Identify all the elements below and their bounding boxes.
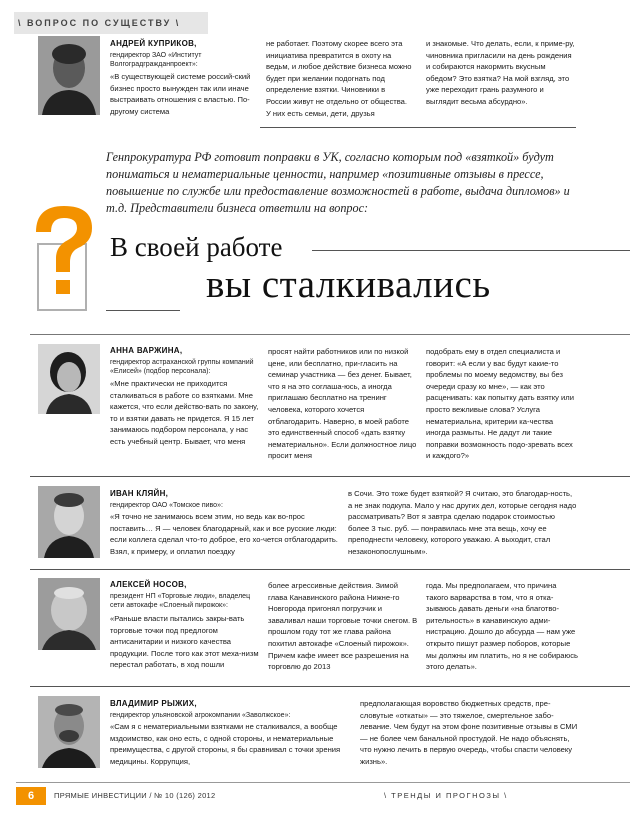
section-rule — [30, 334, 630, 335]
headline-line2: вы сталкивались — [206, 263, 491, 306]
section-name: \ ТРЕНДЫ И ПРОГНОЗЫ \ — [384, 791, 508, 800]
kuprikov-col3: и знакомые. Что делать, если, к приме-ру, чиновника пригласили на день рождения и собираются накормить вкусным обедом? Это взятка? На мой взгляд, это уже переходит грань разумного и выглядит весьма абсурдно». — [426, 39, 575, 106]
ryzhikh-col3: предполагающая воровство бюджетных средств, пре-словутые «откаты» — это тяжелое, смертельное забо-левание. Чем будут на этом фоне позитивные отзывы в СМИ — не более чем банальной простудой. Не надо объяснять, что нужно лечить в первую очередь, чтобы спасти человеку жизнь». — [360, 699, 578, 766]
lead-paragraph: Генпрокуратура РФ готовит поправки в УК, согласно которым под «взяткой» будут пониматься и нематериальные ценности, например «позитивные отзывы в прессе, повышение по службе или предоставление возможностей в работе, выдача дипломов» и т.д. Представители бизнеса ответили на вопрос: — [106, 150, 570, 215]
kuprikov-photo — [38, 36, 100, 115]
klyain-col3: в Сочи. Это тоже будет взяткой? Я считаю, это благодар-ность, а не знак подкупа. Мало у нас других дел, которые сегодня надо рассматривать? Вот я завтра сделаю подарок стоимостью более 3 тыс. руб. — понравилась мне эта вещь, хочу ее преподнести человеку, которого уважаю. А выходит, стал незаконопослушным». — [348, 489, 577, 556]
klyain-name: ИВАН КЛЯЙН, — [110, 489, 169, 498]
rubric-label: \ ВОПРОС ПО СУЩЕСТВУ \ — [14, 12, 208, 34]
kuprikov-col2: не работает. Поэтому скорее всего эта инициатива превратится в охоту на ведьм, и любое действие бизнеса можно будет при желании подогнать под определение взятки. Чиновники в России живут не отдельно от общества. У них есть семьи, дети, друзья — [266, 39, 412, 118]
varzhina-name: АННА ВАРЖИНА, — [110, 346, 183, 355]
question-mark-icon — [30, 204, 102, 314]
varzhina-col3: подобрать ему в отдел специалиста и говорит: «А если у вас будут какие-то проблемы по моему ведомству, вы без очереди сразу ко мне», — как это расценивать: как попытку дать взятку или просто вежливые слова? Услуга нематериальна, критерии ка-чества иногда размыты. Не дадут ли такие поправки возможность подо-зревать всех и каждого?» — [426, 347, 574, 461]
kuprikov-name: АНДРЕЙ КУПРИКОВ, — [110, 39, 197, 48]
headline-rule-left — [106, 310, 180, 311]
ryzhikh-col1: «Сам я с нематериальными взятками не сталкивался, а вообще мздоимство, как оно есть, с одной стороны, и нематериальные преимущества, с другой стороны, я бы сравнивал с точки зрения медицины. Коррупция, — [110, 722, 341, 766]
headline-line1: В своей работе — [110, 232, 283, 262]
nosov-photo — [38, 578, 100, 650]
varzhina-col2: просят найти работников или по низкой цене, или бесплатно, при-гласить на семинар участника — без денег. Бывает, что я на это соглаша-юсь, а иногда приглашаю бесплатно на тренинг человека, которого хочется отблагодарить. Наверно, в моей работе это единственный способ «дать взятку нематериально». Если должностное лицо просит меня — [268, 347, 417, 461]
klyain-photo — [38, 486, 100, 558]
divider-rule — [30, 686, 630, 687]
nosov-col3: года. Мы предполагаем, что причина такого варварства в том, что я отка-зываюсь давать деньги «на благотво-рительность» в канавинскую адми-нистрацию. Дошло до абсурда — нам уже открыто пишут размер поборов, которые мы должны им платить, но я не собираюсь этого делать». — [426, 581, 578, 672]
ryzhikh-position: гендиректор ульяновской агрокомпании «Заволжское»: — [110, 712, 291, 719]
ryzhikh-photo — [38, 696, 100, 768]
ryzhikh-name: ВЛАДИМИР РЫЖИХ, — [110, 699, 197, 708]
nosov-col1: «Раньше власти пытались закры-вать торговые точки под предлогом антисанитарии и низкого качества продукции. После того как этот меха-низм перестал работать, в ход пошли — [110, 614, 259, 670]
divider-rule — [30, 476, 630, 477]
varzhina-position: гендиректор астраханской группы компаний «Елисей» (подбор персонала): — [110, 359, 254, 375]
kuprikov-position: гендиректор ЗАО «Институт Волгоградгражданпроект»: — [110, 52, 202, 68]
klyain-col1: «Я точно не занимаюсь всем этим, но ведь как во-прос поставить… Я — человек благодарный, как и все русские люди: если коллега сделал что-то доброе, его хо-чется отблагодарить. Взял, к примеру, и оплатил поездку — [110, 512, 338, 556]
headline-rule — [312, 250, 630, 251]
nosov-position: президент НП «Торговые люди», владелец сети автокафе «Слоеный пирожок»: — [110, 593, 251, 609]
nosov-name: АЛЕКСЕЙ НОСОВ, — [110, 580, 187, 589]
kuprikov-col1: «В существующей системе россий-ский бизнес просто вынужден так или иначе выстраивать отношения с властью. По-другому система — [110, 72, 251, 116]
divider-rule — [260, 127, 576, 128]
varzhina-photo — [38, 344, 100, 414]
page-number: 6 — [16, 787, 46, 805]
magazine-name: ПРЯМЫЕ ИНВЕСТИЦИИ / № 10 (126) 2012 — [54, 791, 216, 800]
nosov-col2: более агрессивные действия. Зимой глава Канавинского района Нижне-го Новгорода пригонял погрузчик и заваливал наши торговые точки снегом. В прошлом году тот же глава района похитил автокафе «Слоеный пирожок». Причем кафе имеет все разрешения на торговлю до 2013 — [268, 581, 418, 672]
klyain-position: гендиректор ОАО «Томское пиво»: — [110, 502, 223, 509]
divider-rule — [30, 569, 630, 570]
varzhina-col1: «Мне практически не приходится сталкиваться в работе со взятками. Мне кажется, что если действо-вать по закону, то и взятки давать не придется. Я 15 лет занимаюсь подбором персонала, у нас есть учебный центр. Бывает, что меня — [110, 379, 259, 446]
footer-rule — [16, 782, 630, 783]
